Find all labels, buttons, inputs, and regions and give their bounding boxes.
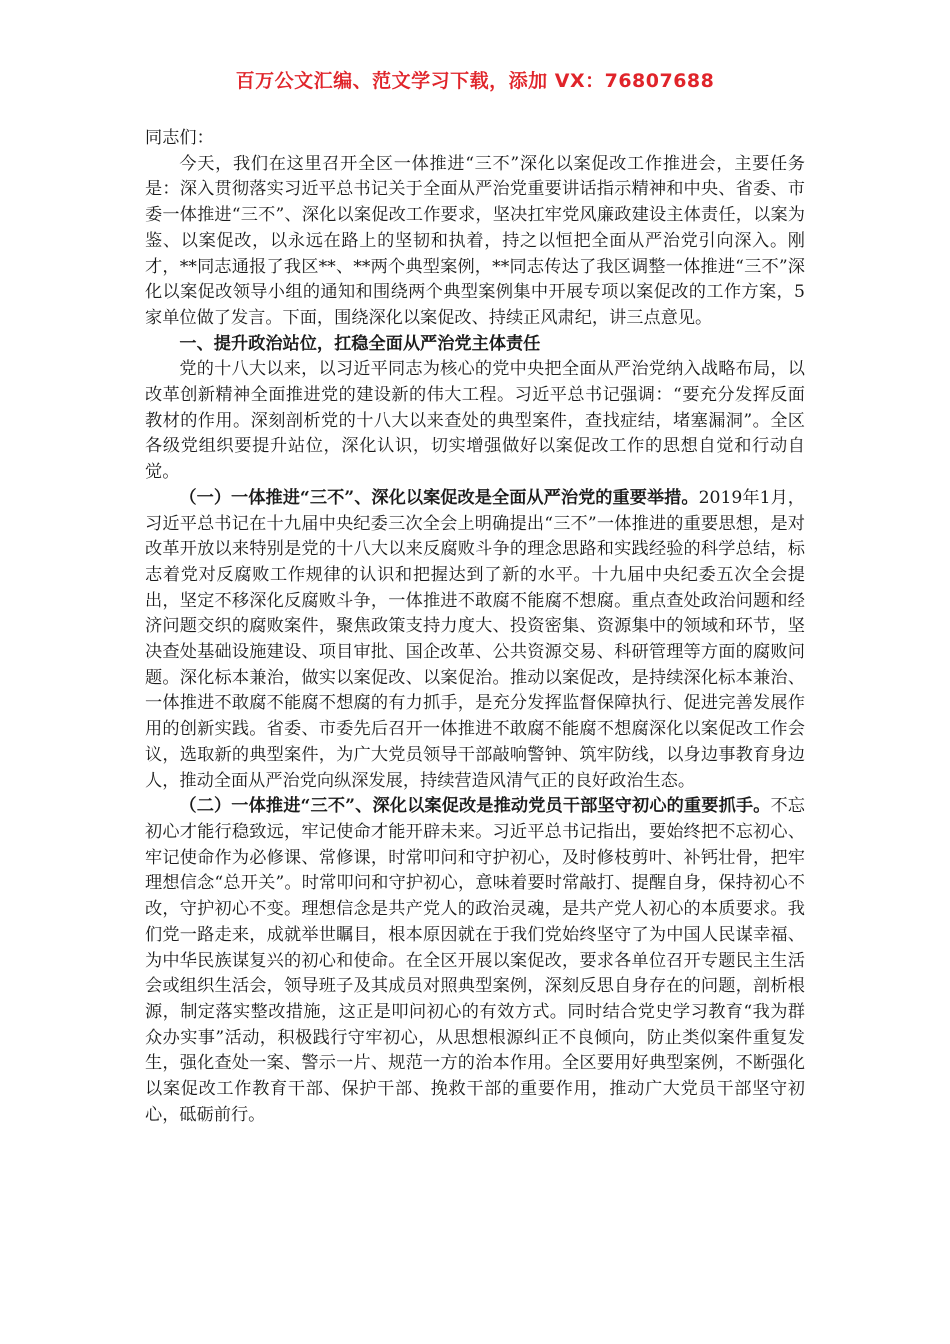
intro-paragraph: 今天，我们在这里召开全区一体推进“三不”深化以案促改工作推进会，主要任务是：深入贯彻落实习近平总书记关于全面从严治党重要讲话指示精神和中央、省委、市委一体推进“三不”、深化以案促改工作要求，坚决扛牢党风廉政建设主体责任，以案为鉴、以案促改，以永远在路上的坚韧和执着，持之以恒把全面从严治党引向深入。刚才，**同志通报了我区**、**两个典型案例，**同志传达了我区调整一体推进“三不”深化以案促改领导小组的通知和围绕两个典型案例集中开展专项以案促改的工作方案，5家单位做了发言。下面，围绕深化以案促改、持续正风肃纪，讲三点意见。 [145, 153, 805, 328]
subsection-1-paragraph [145, 486, 805, 794]
salutation: 同志们： [145, 128, 214, 148]
subsection-2-title: （二）一体推进“三不”、深化以案促改是推动党员干部坚守初心的重要抓手。 [179, 796, 771, 817]
header-banner: 百万公文汇编、范文学习下载，添加 VX：76807688 [235, 70, 715, 92]
subsection-1-title: （一）一体推进“三不”、深化以案促改是全面从严治党的重要举措。 [179, 487, 699, 508]
subsection-2-text: 不忘初心才能行稳致远，牢记使命才能开辟未来。习近平总书记指出，要始终把不忘初心、牢记使命作为必修课、常修课，时常叩问和守护初心，及时修枝剪叶、补钙壮骨，把牢理想信念“总开关”。时常叩问和守护初心，意味着要时常敲打、提醒自身，保持初心不改，守护初心不变。理想信念是共产党人的政治灵魂，是共产党人初心的本质要求。我们党一路走来，成就举世瞩目，根本原因就在于我们党始终坚守了为中国人民谋幸福、为中华民族谋复兴的初心和使命。在全区开展以案促改，要求各单位召开专题民主生活会或组织生活会，领导班子及其成员对照典型案例，深刻反思自身存在的问题，剖析根源，制定落实整改措施，这正是叩问初心的有效方式。同时结合党史学习教育“我为群众办实事”活动，积极践行守牢初心，从思想根源纠正不良倾向，防止类似案件重复发生，强化查处一案、警示一片、规范一方的治本作用。全区要用好典型案例，不断强化以案促改工作教育干部、保护干部、挽救干部的重要作用，推动广大党员干部坚守初心，砥砺前行。 [145, 796, 805, 1125]
section-heading-1: 一、提升政治站位，扛稳全面从严治党主体责任 [179, 333, 541, 354]
subsection-2-paragraph [145, 794, 805, 1128]
section-1-paragraph: 党的十八大以来，以习近平同志为核心的党中央把全面从严治党纳入战略布局，以改革创新精神全面推进党的建设新的伟大工程。习近平总书记强调：“要充分发挥反面教材的作用。深刻剖析党的十八大以来查处的典型案件，查找症结，堵塞漏洞”。全区各级党组织要提升站位，深化认识，切实增强做好以案促改工作的思想自觉和行动自觉。 [145, 359, 805, 483]
document-body [145, 126, 805, 1128]
subsection-1-text: 2019年1月，习近平总书记在十九届中央纪委三次全会上明确提出“三不”一体推进的重要思想，是对改革开放以来特别是党的十八大以来反腐败斗争的理念思路和实践经验的科学总结，标志着党对反腐败工作规律的认识和把握达到了新的水平。十九届中央纪委五次全会提出，坚定不移深化反腐败斗争，一体推进不敢腐不能腐不想腐。重点查处政治问题和经济问题交织的腐败案件，聚焦政策支持力度大、投资密集、资源集中的领域和环节，坚决查处基础设施建设、项目审批、国企改革、公共资源交易、科研管理等方面的腐败问题。深化标本兼治，做实以案促改、以案促治。推动以案促改，是持续深化标本兼治、一体推进不敢腐不能腐不想腐的有力抓手，是充分发挥监督保障执行、促进完善发展作用的创新实践。省委、市委先后召开一体推进不敢腐不能腐不想腐深化以案促改工作会议，选取新的典型案件，为广大党员领导干部敲响警钟、筑牢防线，以身边事教育身边人，推动全面从严治党向纵深发展，持续营造风清气正的良好政治生态。 [145, 487, 805, 791]
